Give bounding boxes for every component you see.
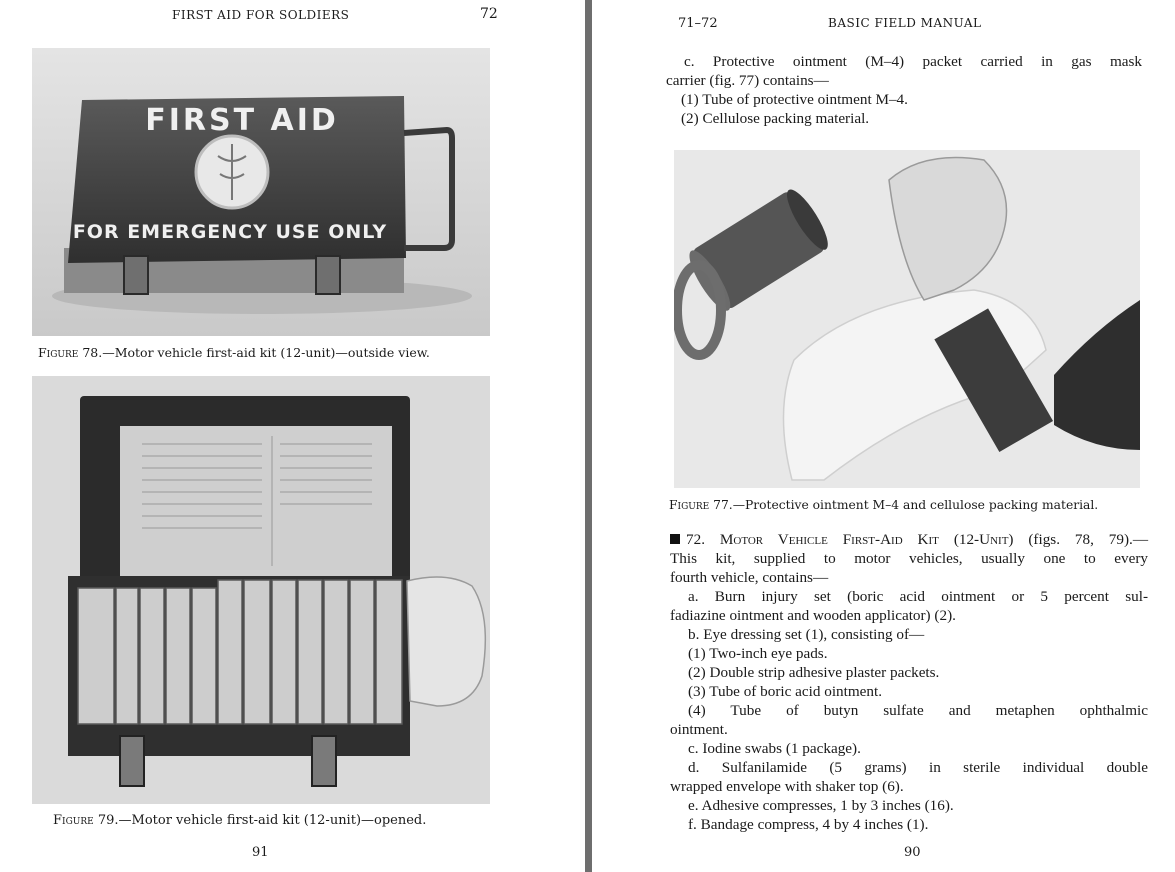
item-d-line2: wrapped envelope with shaker top (6). <box>670 778 904 795</box>
section-72-number: 72. <box>686 531 705 548</box>
kit-title-text: FIRST AID <box>145 103 339 138</box>
figure-77-caption <box>669 498 1098 512</box>
figure-77-photo <box>674 150 1140 488</box>
section-72-heading <box>670 530 1148 549</box>
para-c-item2: (2) Cellulose packing material. <box>681 110 870 127</box>
paragraph-c <box>666 52 1142 128</box>
kit-subtitle-text: FOR EMERGENCY USE ONLY <box>72 221 388 243</box>
figure-78-caption-text: —Motor vehicle first-aid kit (12-unit)—outside view. <box>102 345 430 360</box>
item-b4-line1: (4) Tube of butyn sulfate and metaphen ophthalmic <box>688 702 1148 719</box>
first-aid-kit-open-illustration <box>32 376 490 804</box>
para-c-line2: carrier (fig. 77) contains— <box>666 72 829 89</box>
section-72-ref: (figs. 78, 79).— <box>1028 531 1149 548</box>
ointment-packet-illustration <box>674 150 1140 488</box>
section-72-line3: fourth vehicle, contains— <box>670 569 829 586</box>
figure-79-caption-text: —Motor vehicle first-aid kit (12-unit)—opened. <box>118 813 427 828</box>
right-page <box>592 0 1175 872</box>
section-bullet-icon <box>670 534 680 544</box>
item-d-line1: d. Sulfanilamide (5 grams) in sterile individual double <box>688 759 1148 776</box>
item-e: e. Adhesive compresses, 1 by 3 inches (16). <box>688 797 954 814</box>
figure-79-label: Figure 79. <box>53 813 119 828</box>
section-72-title-suffix: (12-Unit) <box>953 531 1014 548</box>
item-b1: (1) Two-inch eye pads. <box>688 645 828 662</box>
section-72-line2: This kit, supplied to motor vehicles, usually one to every <box>670 550 1148 567</box>
figure-77-caption-text: —Protective ointment M–4 and cellulose packing material. <box>732 498 1099 512</box>
para-c-item1: (1) Tube of protective ointment M–4. <box>681 91 908 108</box>
item-b4-line2: ointment. <box>670 721 728 738</box>
figure-79-photo <box>32 376 490 804</box>
figure-78-photo <box>32 48 490 336</box>
section-72 <box>670 530 1148 834</box>
item-b3: (3) Tube of boric acid ointment. <box>688 683 883 700</box>
item-b: b. Eye dressing set (1), consisting of— <box>688 626 925 643</box>
right-page-number: 90 <box>904 845 921 860</box>
item-a-line2: fadiazine ointment and wooden applicator) (2). <box>670 607 956 624</box>
figure-79-caption <box>53 813 426 828</box>
figure-77-label: Figure 77. <box>669 498 733 512</box>
page-divider <box>585 0 592 872</box>
item-c: c. Iodine swabs (1 package). <box>688 740 861 757</box>
item-b2: (2) Double strip adhesive plaster packets. <box>688 664 940 681</box>
item-a-line1: a. Burn injury set (boric acid ointment or 5 percent sul- <box>688 588 1148 605</box>
figure-78-label: Figure 78. <box>38 345 103 360</box>
left-page-number: 91 <box>252 845 269 860</box>
left-header-number: 72 <box>480 6 498 22</box>
item-f: f. Bandage compress, 4 by 4 inches (1). <box>688 816 929 833</box>
left-page <box>0 0 585 872</box>
left-header-title: FIRST AID FOR SOLDIERS <box>172 8 350 22</box>
para-c-line1: c. Protective ointment (M–4) packet carried in gas mask <box>684 53 1142 70</box>
right-header-number: 71–72 <box>678 16 718 31</box>
section-72-title: Motor Vehicle First-Aid Kit <box>719 531 939 548</box>
figure-78-caption <box>38 345 430 360</box>
right-header-title: BASIC FIELD MANUAL <box>828 16 982 30</box>
first-aid-kit-closed-illustration <box>32 48 490 336</box>
